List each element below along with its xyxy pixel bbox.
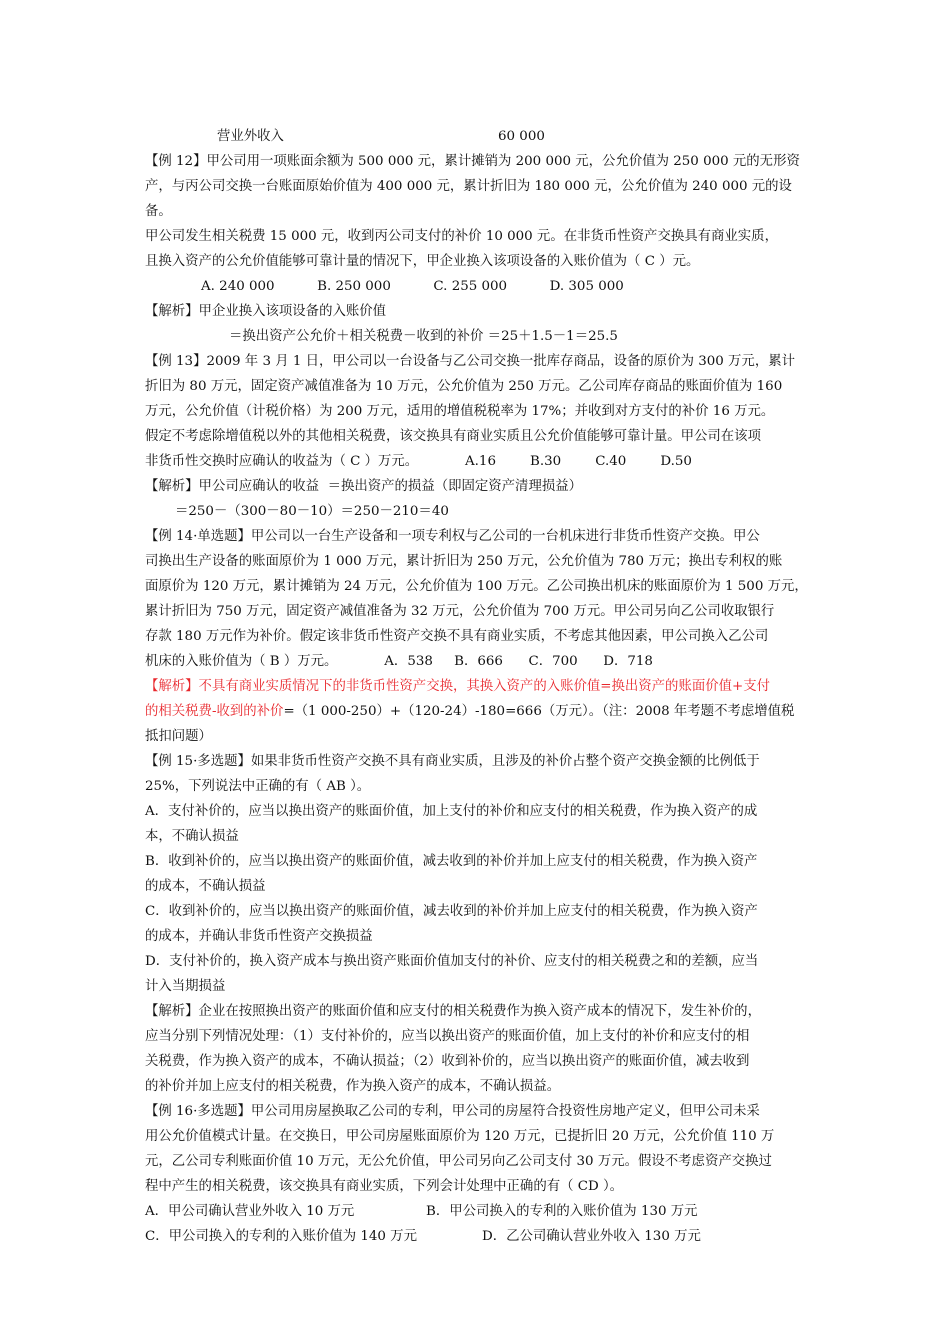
answer-14-highlight: 【解析】不具有商业实质情况下的非货币性资产交换，其换入资产的入账价值=换出资产的账面价值+支付 [145, 679, 771, 694]
example-12-line: 甲公司发生相关税费 15 000 元，收到丙公司支付的补价 10 000 元。在非货币性资产交换具有商业实质， [145, 229, 778, 244]
line-nonoperating-income [145, 124, 815, 149]
example-15-option-a: A．支付补价的，应当以换出资产的账面价值，加上支付的补价和应支付的相关税费，作为换入资产的成 [145, 804, 758, 819]
text: =（1 000-250）+（120-24）-180=666（万元）。（注：2008 年考题不考虑增值税 [283, 704, 795, 719]
example-15-option-b: B．收到补价的，应当以换出资产的账面价值，减去收到的补价并加上应支付的相关税费，作为换入资产 [145, 854, 758, 869]
example-15-option-d: D．支付补价的，换入资产成本与换出资产账面价值加支付的补价、应支付的相关税费之和的差额，应当 [145, 954, 759, 969]
answer-15-line: 【解析】企业在按照换出资产的账面价值和应支付的相关税费作为换入资产成本的情况下，发生补价的， [145, 1004, 761, 1019]
answer-13-line: 【解析】甲公司应确认的收益 ＝换出资产的损益（即固定资产清理损益） [145, 479, 583, 494]
answer-13-formula: ＝250－（300－80－10）＝250－210＝40 [175, 504, 449, 519]
example-12-line: 且换入资产的公允价值能够可靠计量的情况下，甲企业换入该项设备的入账价值为（ C ）元。 [145, 254, 700, 269]
example-12-options: A. 240 000 B. 250 000 C. 255 000 D. 305 000 [201, 279, 624, 294]
example-16-option-b: B．甲公司换入的专利的入账价值为 130 万元 [426, 1204, 698, 1219]
answer-12-formula: ＝换出资产公允价＋相关税费－收到的补价 ＝25＋1.5－1＝25.5 [229, 329, 618, 344]
example-13-line: 万元，公允价值（计税价格）为 200 万元，适用的增值税税率为 17%；并收到对方支付的补价 16 万元。 [145, 404, 775, 419]
text: 60 000 [498, 129, 545, 144]
example-12-line: 产，与丙公司交换一台账面原始价值为 400 000 元，累计折旧为 180 000 元，公允价值为 240 000 元的设备。 [145, 179, 792, 219]
example-16-option-d: D．乙公司确认营业外收入 130 万元 [482, 1229, 701, 1244]
answer-14-line [145, 699, 815, 724]
example-16-line: 元，乙公司专利账面价值 10 万元，无公允价值，甲公司另向乙公司支付 30 万元。假设不考虑资产交换过 [145, 1154, 772, 1169]
example-12-line: 【例 12】甲公司用一项账面余额为 500 000 元，累计摊销为 200 000 元，公允价值为 250 000 元的无形资 [145, 154, 800, 169]
example-16-option-a: A．甲公司确认营业外收入 10 万元 [145, 1204, 355, 1219]
document-page [145, 124, 815, 1249]
example-16-line: 用公允价值模式计量。在交换日，甲公司房屋账面原价为 120 万元，已提折旧 20 万元，公允价值 110 万 [145, 1129, 775, 1144]
example-15-option-a: 本，不确认损益 [145, 829, 239, 844]
answer-14-line: 抵扣问题） [145, 729, 212, 744]
example-14-line: 存款 180 万元作为补价。假定该非货币性资产交换不具有商业实质，不考虑其他因素，甲公司换入乙公司 [145, 629, 769, 644]
example-13-line: 折旧为 80 万元，固定资产减值准备为 10 万元，公允价值为 250 万元。乙公司库存商品的账面价值为 160 [145, 379, 783, 394]
example-13-line: 假定不考虑除增值税以外的其他相关税费，该交换具有商业实质且公允价值能够可靠计量。甲公司在该项 [145, 429, 761, 444]
answer-15-line: 关税费，作为换入资产的成本，不确认损益；（2）收到补价的，应当以换出资产的账面价值，减去收到 [145, 1054, 750, 1069]
example-13-line: 【例 13】2009 年 3 月 1 日，甲公司以一台设备与乙公司交换一批库存商品，设备的原价为 300 万元，累计 [145, 354, 795, 369]
example-16-options-cd [145, 1224, 815, 1249]
answer-14-highlight: 的相关税费-收到的补价 [145, 704, 284, 719]
example-15-line: 25%，下列说法中正确的有（ AB ）。 [145, 779, 371, 794]
example-14-line: 机床的入账价值为（ B ）万元。 A．538 B．666 C．700 D．718 [145, 654, 653, 669]
answer-15-line: 的补价并加上应支付的相关税费，作为换入资产的成本，不确认损益。 [145, 1079, 561, 1094]
text: 营业外收入 [217, 129, 284, 144]
example-16-option-c: C．甲公司换入的专利的入账价值为 140 万元 [145, 1229, 417, 1244]
answer-15-line: 应当分别下列情况处理：（1）支付补价的，应当以换出资产的账面价值，加上支付的补价和应支付的相 [145, 1029, 750, 1044]
example-16-line: 【例 16·多选题】甲公司用房屋换取乙公司的专利，甲公司的房屋符合投资性房地产定义，但甲公司未采 [145, 1104, 760, 1119]
example-13-line: 非货币性交换时应确认的收益为（ C ）万元。 A.16 B.30 C.40 D.50 [145, 454, 692, 469]
answer-12-line: 【解析】甲企业换入该项设备的入账价值 [145, 304, 387, 319]
example-15-option-c: C．收到补价的，应当以换出资产的账面价值，减去收到的补价并加上应支付的相关税费，作为换入资产 [145, 904, 758, 919]
example-14-line: 司换出生产设备的账面原价为 1 000 万元，累计折旧为 250 万元，公允价值为 780 万元；换出专利权的账 [145, 554, 783, 569]
example-14-line: 累计折旧为 750 万元，固定资产减值准备为 32 万元，公允价值为 700 万元。甲公司另向乙公司收取银行 [145, 604, 775, 619]
example-15-option-b: 的成本，不确认损益 [145, 879, 266, 894]
example-14-line: 【例 14·单选题】甲公司以一台生产设备和一项专利权与乙公司的一台机床进行非货币性资产交换。甲公 [145, 529, 760, 544]
example-14-line: 面原价为 120 万元，累计摊销为 24 万元，公允价值为 100 万元。乙公司换出机床的账面原价为 1 500 万元， [145, 579, 808, 594]
example-16-options-ab [145, 1199, 815, 1224]
example-15-line: 【例 15·多选题】如果非货币性资产交换不具有商业实质，且涉及的补价占整个资产交换金额的比例低于 [145, 754, 760, 769]
example-15-option-c: 的成本，并确认非货币性资产交换损益 [145, 929, 373, 944]
example-15-option-d: 计入当期损益 [145, 979, 226, 994]
example-16-line: 程中产生的相关税费，该交换具有商业实质，下列会计处理中正确的有（ CD ）。 [145, 1179, 624, 1194]
